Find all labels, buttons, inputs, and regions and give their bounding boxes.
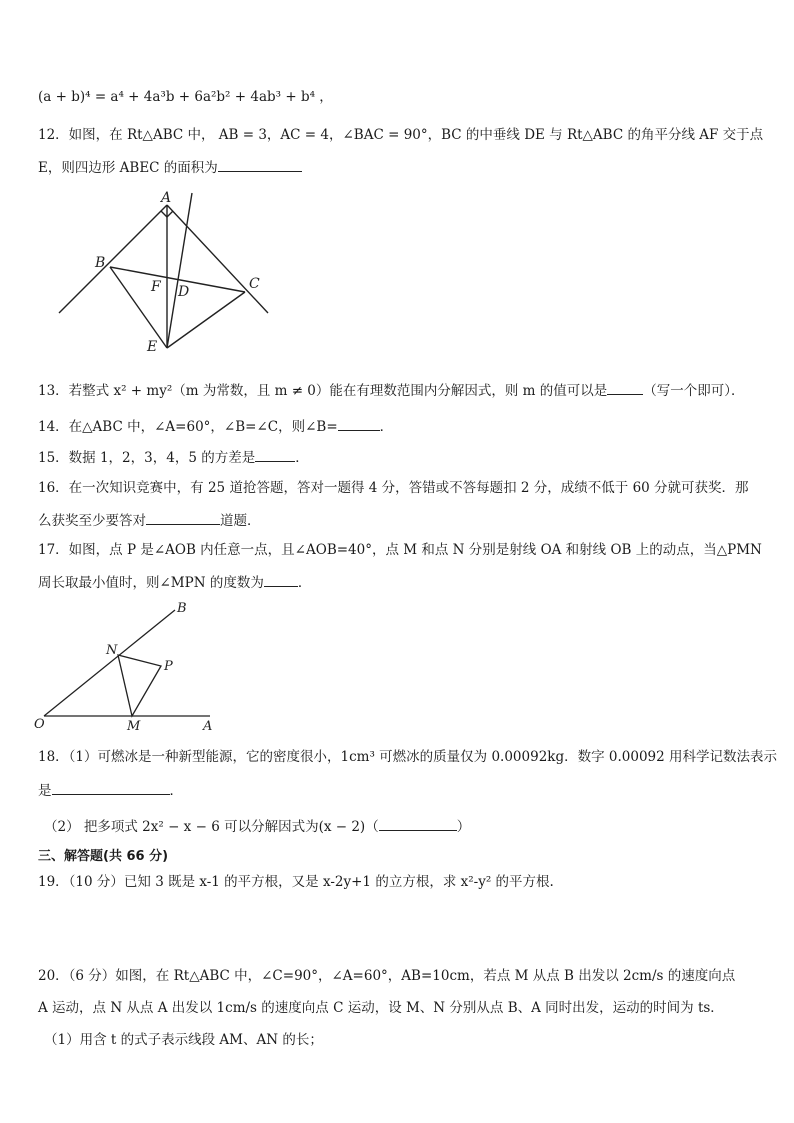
q16-suffix: 道题． <box>220 513 261 529</box>
q14-prefix: 14．在△ABC 中，∠A=60°，∠B=∠C，则∠B= <box>38 419 338 435</box>
q16-answer-blank[interactable] <box>146 510 220 525</box>
q18-part2 <box>44 816 470 836</box>
label-e: E <box>147 339 158 355</box>
q15-prefix: 15．数据 1，2，3，4，5 的方差是 <box>38 450 256 466</box>
q20-text-line1: 20．（6 分）如图，在 Rt△ABC 中，∠C=90°，∠A=60°，AB=10cm，若点 M 从点 B 出发以 2cm/s 的速度向点 <box>38 968 736 984</box>
q13-answer-blank[interactable] <box>607 380 643 395</box>
perp-bisector-de <box>167 193 192 348</box>
q18-answer-blank-1[interactable] <box>52 780 170 795</box>
q12-text-prefix: E，则四边形 ABEC 的面积为 <box>38 160 218 176</box>
q12-figure <box>55 185 285 360</box>
q14-suffix: ． <box>379 419 394 435</box>
label-f: F <box>151 279 161 295</box>
q19-text: 19．（10 分）已知 3 既是 x-1 的平方根，又是 x-2y+1 的立方根，求 x²-y² 的平方根. <box>38 874 554 890</box>
label-a: A <box>203 719 213 734</box>
label-d: D <box>178 284 190 300</box>
segment-ce <box>167 292 245 348</box>
q18-text-line1: 18．（1）可燃冰是一种新型能源，它的密度很小，1cm³ 可燃冰的质量仅为 0.00092kg．数字 0.00092 用科学记数法表示 <box>38 749 778 765</box>
label-b: B <box>95 255 106 271</box>
q13-suffix: （写一个即可）． <box>643 383 745 399</box>
q18-answer-blank-2[interactable] <box>379 816 457 831</box>
q18-text-line2 <box>38 780 183 800</box>
line-ab-extended <box>59 205 167 313</box>
q12-text-line1: 12．如图，在 Rt△ABC 中， AB = 3，AC = 4，∠BAC = 90°，BC 的中垂线 DE 与 Rt△ABC 的角平分线 AF 交于点 <box>38 127 764 143</box>
q13-prefix: 13．若整式 x² + my²（m 为常数，且 m ≠ 0）能在有理数范围内分解因式，则 m 的值可以是 <box>38 383 608 399</box>
q18-part2-suffix: ） <box>456 819 471 835</box>
label-b: B <box>177 601 187 616</box>
expansion-formula: (a + b)⁴ = a⁴ + 4a³b + 6a²b² + 4ab³ + b⁴ ， <box>38 89 333 105</box>
q20-text-line3: （1）用含 t 的式子表示线段 AM、AN 的长； <box>44 1032 323 1048</box>
q17-suffix: ． <box>297 575 312 591</box>
q14-text <box>38 416 393 436</box>
ray-ob <box>44 610 175 716</box>
label-o: O <box>34 717 45 732</box>
q14-answer-blank[interactable] <box>338 416 380 431</box>
q15-suffix: ． <box>295 450 309 466</box>
q18-prefix: 是 <box>38 783 52 799</box>
q16-text-line2 <box>38 510 261 530</box>
section-heading: 三、解答题(共 66 分) <box>38 849 169 864</box>
q17-figure <box>30 598 230 738</box>
q15-answer-blank[interactable] <box>255 447 295 462</box>
label-m: M <box>127 719 141 734</box>
q18-part2-prefix: （2） 把多项式 2x² − x − 6 可以分解因式为(x − 2)（ <box>44 819 379 835</box>
q16-text-line1: 16．在一次知识竞赛中，有 25 道抢答题，答对一题得 4 分，答错或不答每题扣 2 分，成绩不低于 60 分就可获奖．那 <box>38 480 749 496</box>
q20-text-line2: A 运动，点 N 从点 A 出发以 1cm/s 的速度向点 C 运动，设 M、N 分别从点 B、A 同时出发，运动的时间为 ts． <box>38 1000 724 1016</box>
label-c: C <box>249 276 260 292</box>
label-a: A <box>161 190 172 206</box>
label-n: N <box>106 643 118 658</box>
q17-text-line2 <box>38 572 311 592</box>
label-p: P <box>164 659 173 674</box>
q16-prefix: 么获奖至少要答对 <box>38 513 146 529</box>
q17-text-line1: 17．如图，点 P 是∠AOB 内任意一点，且∠AOB=40°，点 M 和点 N 分别是射线 OA 和射线 OB 上的动点，当△PMN <box>38 542 762 558</box>
triangle-pmn <box>118 655 161 716</box>
q13-text <box>38 380 745 400</box>
q18-suffix: ． <box>169 783 183 799</box>
q12-answer-blank[interactable] <box>218 157 302 172</box>
q15-text <box>38 447 309 467</box>
q12-text-line2 <box>38 157 302 177</box>
q17-answer-blank[interactable] <box>264 572 298 587</box>
q17-prefix: 周长取最小值时，则∠MPN 的度数为 <box>38 575 264 591</box>
